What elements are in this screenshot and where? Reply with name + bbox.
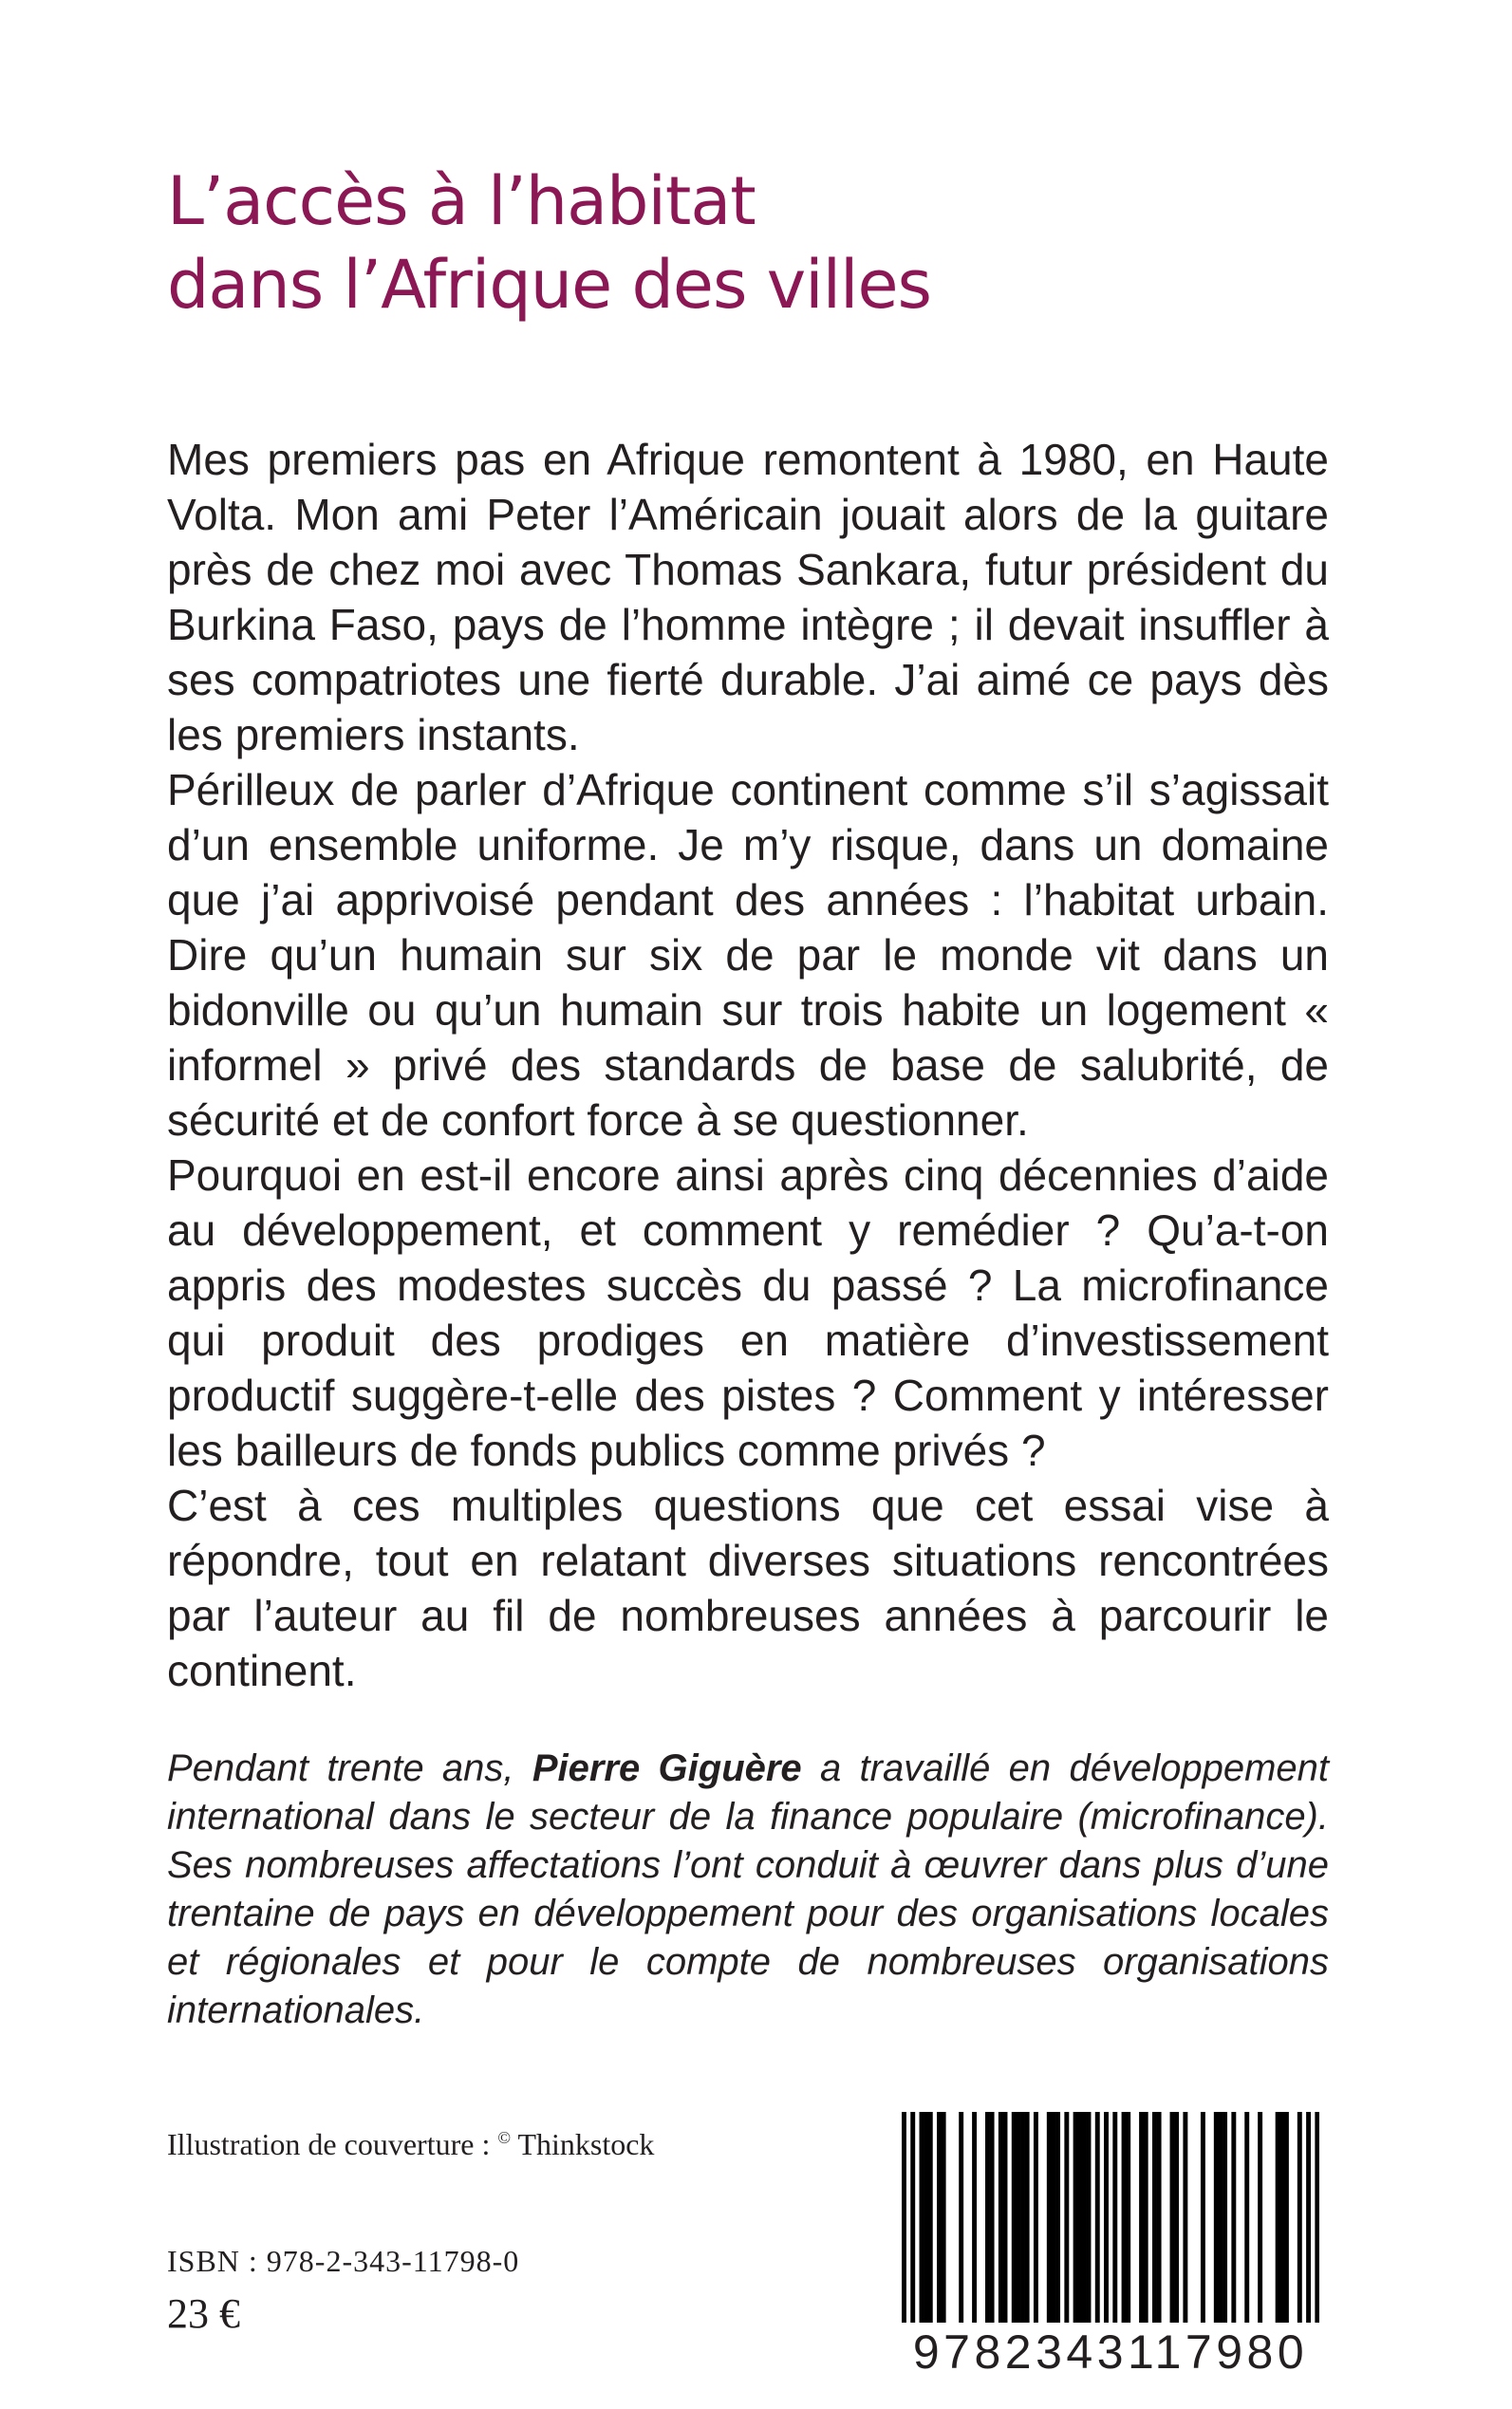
barcode-bar (1284, 2112, 1289, 2323)
book-title (167, 159, 1306, 327)
barcode-bar (1201, 2112, 1205, 2323)
barcode-bar (1012, 2112, 1017, 2323)
barcode-bar (1126, 2112, 1130, 2323)
barcode-bar (1306, 2112, 1311, 2323)
barcode-bar (1082, 2112, 1087, 2323)
barcode-bar (1064, 2112, 1069, 2323)
barcode-bar (985, 2112, 990, 2323)
barcode-bar (1183, 2112, 1187, 2323)
barcode-bar (1087, 2112, 1092, 2323)
barcode-bar (1244, 2112, 1249, 2323)
author-bio-intro: Pendant trente ans, (167, 1747, 532, 1789)
barcode-bar (1231, 2112, 1236, 2323)
barcode (902, 2112, 1319, 2397)
cover-credit (167, 2119, 654, 2163)
barcode-bar (1157, 2112, 1162, 2323)
barcode-bar (1025, 2112, 1030, 2323)
barcode-bar (1218, 2112, 1223, 2323)
barcode-bar (1152, 2112, 1157, 2323)
barcode-bar (924, 2112, 928, 2323)
barcode-bar (1279, 2112, 1284, 2323)
blurb-paragraph-4: C’est à ces multiples questions que cet essai vise à répondre, tout en relatant diverses situations rencontrées par l’auteur au fil de nombreuses années à parcourir le continent. (167, 1481, 1329, 1695)
blurb-paragraph-2: Périlleux de parler d’Afrique continent comme s’il s’agissait d’un ensemble uniforme. Je m’y risque, dans un domaine que j’ai apprivoisé pendant des années : l’habitat urbain. Dire qu’un humain sur six de par le monde vit dans un bidonville ou qu’un humain sur trois habite un logement « informel » privé des standards de base de salubrité, de sécurité et de confort force à se questionner. (167, 765, 1329, 1145)
barcode-bar (1047, 2112, 1052, 2323)
barcode-bar (1055, 2112, 1060, 2323)
barcode-bar (902, 2112, 906, 2323)
barcode-bar (1297, 2112, 1302, 2323)
barcode-bar (1214, 2112, 1219, 2323)
barcode-bar (1174, 2112, 1179, 2323)
author-bio-text: a travaillé en développement international dans le secteur de la finance populaire (microfinance). Ses nombreuses affectations l’ont conduit à œuvrer dans plus d’une trentaine de pays en développement pour des organisations locales et régionales et pour le compte de nombreuses organisations internationales. (167, 1747, 1329, 2031)
barcode-bar (1139, 2112, 1144, 2323)
barcode-bar (920, 2112, 924, 2323)
barcode-digits: 9782343117980 (912, 2325, 1309, 2379)
blurb (167, 432, 1329, 1698)
price: 23 € (167, 2290, 240, 2337)
barcode-bar (1104, 2112, 1109, 2323)
barcode-bar (1276, 2112, 1280, 2323)
barcode-bar (1122, 2112, 1127, 2323)
barcode-bar (1073, 2112, 1078, 2323)
blurb-paragraph-3: Pourquoi en est-il encore ainsi après cinq décennies d’aide au développement, et comment y remédier ? Qu’a-t-on appris des modestes succès du passé ? La microfinance qui produit des prodiges en matière d’investissement productif suggère-t-elle des pistes ? Comment y intéresser les bailleurs de fonds publics comme privés ? (167, 1150, 1329, 1475)
copyright-symbol: © (497, 2128, 512, 2147)
barcode-bar (1020, 2112, 1025, 2323)
author-name: Pierre Giguère (532, 1747, 802, 1789)
isbn-number: ISBN : 978-2-343-11798-0 (167, 2244, 520, 2278)
barcode-bar (928, 2112, 933, 2323)
barcode-bar (1016, 2112, 1020, 2323)
barcode-bar (1170, 2112, 1175, 2323)
blurb-paragraph-1: Mes premiers pas en Afrique remontent à 1980, en Haute Volta. Mon ami Peter l’Américain jouait alors de la guitare près de chez moi avec Thomas Sankara, futur président du Burkina Faso, pays de l’homme intègre ; il devait insuffler à ses compatriotes une fierté durable. J’ai aimé ce pays dès les premiers instants. (167, 435, 1329, 759)
barcode-bars (902, 2112, 1319, 2323)
barcode-bar (959, 2112, 963, 2323)
barcode-bar (1051, 2112, 1055, 2323)
cover-credit-source: Thinkstock (511, 2127, 655, 2161)
barcode-bar (942, 2112, 946, 2323)
barcode-bar (1034, 2112, 1038, 2323)
barcode-bar (937, 2112, 942, 2323)
barcode-bar (1223, 2112, 1227, 2323)
barcode-bar (999, 2112, 1003, 2323)
barcode-bar (1258, 2112, 1262, 2323)
barcode-bar (972, 2112, 977, 2323)
barcode-bar (1095, 2112, 1100, 2323)
barcode-bar (910, 2112, 915, 2323)
title-line-2: dans l’Afrique des villes (167, 246, 932, 324)
barcode-bar (1144, 2112, 1148, 2323)
author-bio (167, 1745, 1329, 2035)
barcode-bar (1003, 2112, 1008, 2323)
cover-credit-label: Illustration de couverture : (167, 2127, 498, 2161)
barcode-bar (990, 2112, 995, 2323)
barcode-bar (1112, 2112, 1117, 2323)
title-line-1: L’accès à l’habitat (167, 162, 756, 240)
barcode-bar (1315, 2112, 1319, 2323)
barcode-bar (1077, 2112, 1082, 2323)
